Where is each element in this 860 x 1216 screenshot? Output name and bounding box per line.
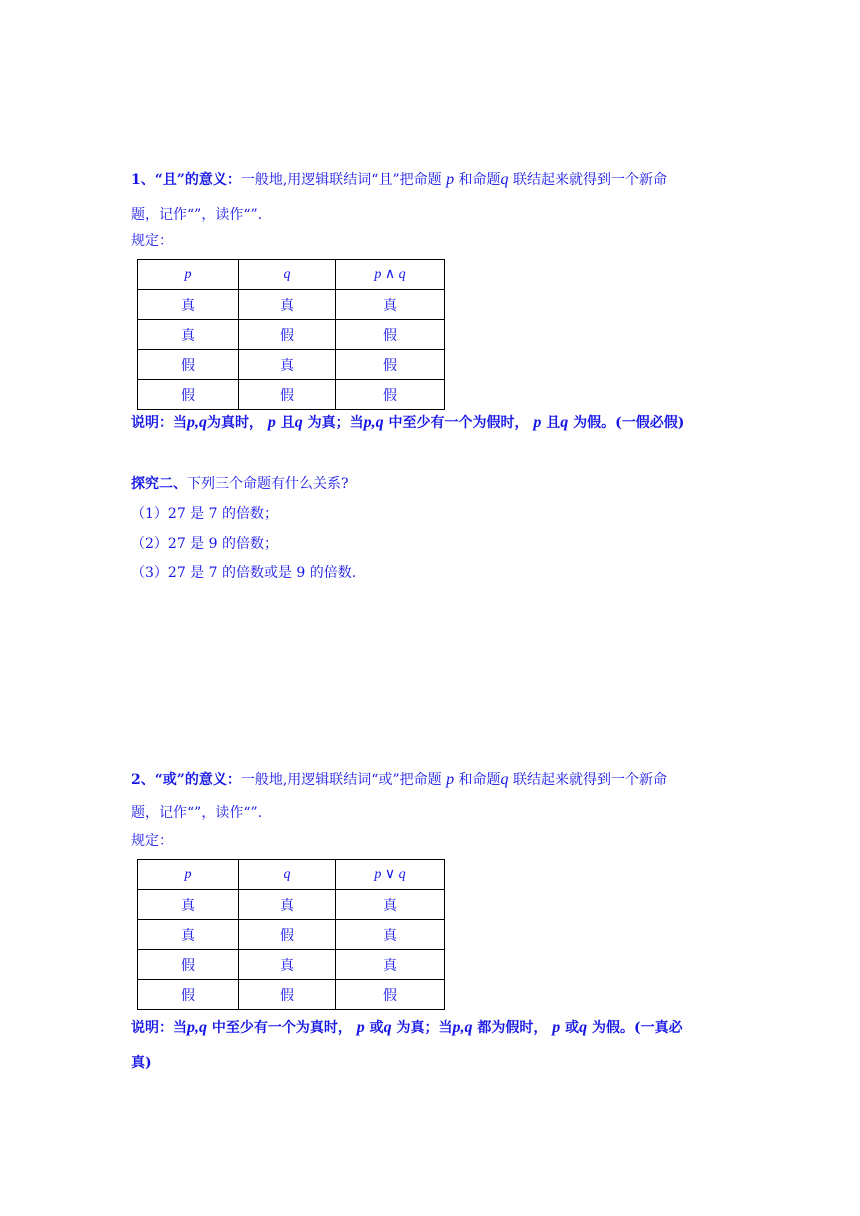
section1-definition-line1: 1、“且”的意义：一般地,用逻辑联结词“且”把命题 p 和命题q 联结起来就得到一个新命 [131, 171, 667, 188]
table-cell: 真 [239, 350, 336, 380]
table-row [138, 950, 445, 980]
table-row [138, 920, 445, 950]
table-header-cell: p [138, 860, 239, 890]
table-header-cell: p ∧ q [336, 260, 445, 290]
table-cell: 假 [138, 350, 239, 380]
table-cell: 真 [138, 890, 239, 920]
table-cell: 假 [336, 350, 445, 380]
table-header-cell: p ∨ q [336, 860, 445, 890]
section1-heading: 1、“且”的意义： [131, 172, 241, 188]
table-cell: 假 [138, 950, 239, 980]
section1-definition-line2: 题，记作“”，读作“”. [131, 207, 263, 223]
table-cell: 真 [336, 890, 445, 920]
table-header-cell: p [138, 260, 239, 290]
or-truth-table [137, 859, 445, 1010]
table-row [138, 980, 445, 1010]
table-cell: 假 [336, 980, 445, 1010]
and-truth-table [137, 259, 445, 410]
section2-rule-label: 规定： [131, 833, 173, 849]
table-cell: 假 [336, 320, 445, 350]
table-row [138, 380, 445, 410]
table-cell: 假 [336, 380, 445, 410]
list-item: （3）27 是 7 的倍数或是 9 的倍数. [131, 565, 357, 581]
table-cell: 假 [239, 920, 336, 950]
table-cell: 假 [138, 380, 239, 410]
section2-heading: 2、“或”的意义： [131, 772, 241, 788]
list-item: （2）27 是 9 的倍数； [131, 536, 278, 552]
table-cell: 假 [239, 320, 336, 350]
table-cell: 真 [239, 890, 336, 920]
table-cell: 真 [336, 920, 445, 950]
section2-note: 说明：当p,q 中至少有一个为真时， p 或q 为真；当p,q 都为假时， p 或q 为假。(一真必 [131, 1019, 683, 1036]
table-cell: 真 [336, 290, 445, 320]
table-cell: 真 [336, 950, 445, 980]
explore-title: 探究二、下列三个命题有什么关系? [131, 476, 349, 492]
section2-definition-line2: 题，记作“”，读作“”. [131, 805, 263, 821]
table-row [138, 290, 445, 320]
section1-rule-label: 规定： [131, 233, 173, 249]
section1-note: 说明：当p,q为真时， p 且q 为真；当p,q 中至少有一个为假时， p 且q 为假。(一假必假) [131, 414, 685, 431]
table-cell: 真 [239, 290, 336, 320]
table-cell: 真 [138, 320, 239, 350]
list-item: （1）27 是 7 的倍数； [131, 506, 278, 522]
table-header-row [138, 260, 445, 290]
section2-note-line2: 真) [131, 1055, 152, 1071]
table-cell: 真 [138, 290, 239, 320]
table-row [138, 890, 445, 920]
table-cell: 假 [138, 980, 239, 1010]
section2-definition-line1: 2、“或”的意义：一般地,用逻辑联结词“或”把命题 p 和命题q 联结起来就得到一个新命 [131, 771, 667, 788]
table-header-row [138, 860, 445, 890]
table-header-cell: q [239, 260, 336, 290]
table-cell: 真 [138, 920, 239, 950]
table-row [138, 350, 445, 380]
table-cell: 假 [239, 980, 336, 1010]
table-cell: 假 [239, 380, 336, 410]
table-header-cell: q [239, 860, 336, 890]
table-row [138, 320, 445, 350]
table-cell: 真 [239, 950, 336, 980]
